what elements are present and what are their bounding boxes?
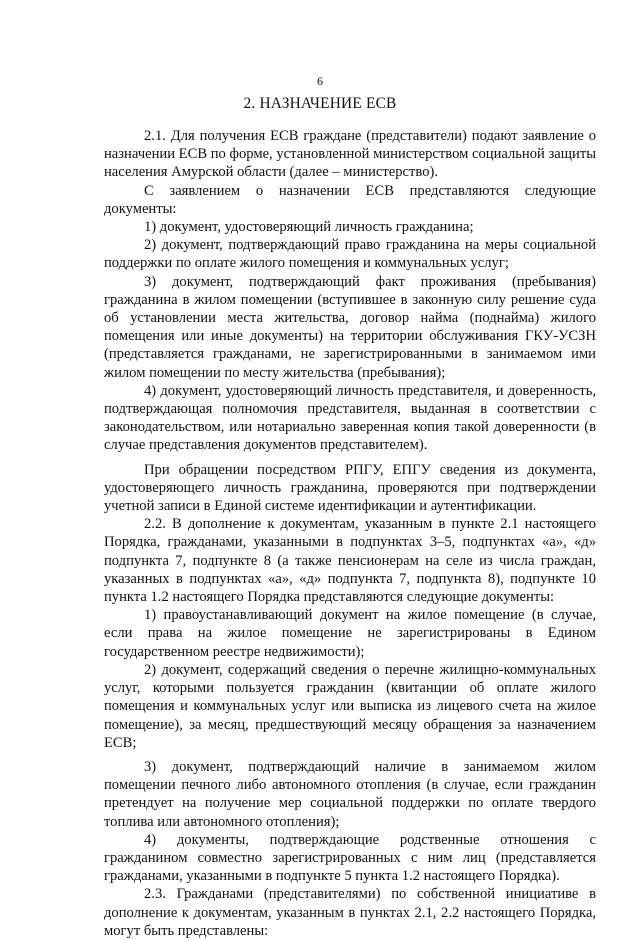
paragraph-documents-intro: С заявлением о назначении ЕСВ представляются следующие документы:	[104, 182, 596, 217]
list-item-2-1-2: 2) документ, подтверждающий право гражданина на меры социальной поддержки по оплате жилого помещения и коммунальных услуг;	[104, 237, 596, 272]
list-item-2-2-4: 4) документы, подтверждающие родственные отношения с гражданином совместно зарегистрированных с ним лиц (представляется гражданами, указанными в подпункте 5 пункта 1.2 настоящего Порядка).	[104, 831, 596, 885]
section-title: 2. НАЗНАЧЕНИЕ ЕСВ	[243, 95, 397, 112]
list-item-2-1-1: 1) документ, удостоверяющий личность гражданина;	[144, 219, 474, 236]
paragraph-epgu-note: При обращении посредством РПГУ, ЕПГУ сведения из документа, удостоверяющего личность гражданина, проверяются при подтверждении учетной записи в Единой системе идентификации и аутентификации.	[104, 461, 596, 515]
list-item-2-2-2: 2) документ, содержащий сведения о перечне жилищно-коммунальных услуг, которыми пользуется гражданин (квитанции об оплате жилого помещения и коммунальных услуг или выписка из лицевого счета на жилое помещение), за месяц, предшествующий месяцу обращения за назначением ЕСВ;	[104, 661, 596, 751]
list-item-2-2-1: 1) правоустанавливающий документ на жилое помещение (в случае, если права на жилое помещение не зарегистрированы в Едином государственном реестре недвижимости);	[104, 607, 596, 660]
body-text	[104, 127, 596, 940]
paragraph-2-2: 2.2. В дополнение к документам, указанным в пункте 2.1 настоящего Порядка, гражданами, указанными в подпунктах 3–5, подпунктах «а», «д» подпункта 7, подпункте 8 (а также пенсионерам на селе из числа граждан, указанных в подпунктах «а», «д» подпункта 7, подпункта 8), подпункте 10 пункта 1.2 настоящего Порядка представляются следующие документы:	[104, 516, 596, 606]
page-number: 6	[317, 74, 323, 88]
list-item-2-1-3: 3) документ, подтверждающий факт проживания (пребывания) гражданина в жилом помещении (вступившее в законную силу решение суда об установлении места жительства, договор найма (поднайма) жилого помещения или иные документы) на территории обслуживания ГКУ-УСЗН (представляется гражданами, не зарегистрированными в занимаемом ими жилом помещении по месту жительства (пребывания);	[104, 273, 596, 381]
paragraph-2-3: 2.3. Гражданами (представителями) по собственной инициативе в дополнение к документам, указанным в пунктах 2.1, 2.2 настоящего Порядка, могут быть представлены:	[104, 886, 596, 939]
list-item-2-2-3: 3) документ, подтверждающий наличие в занимаемом жилом помещении печного либо автономного отопления (в случае, если гражданин претендует на получение мер социальной поддержки по оплате твердого топлива или автономного отопления);	[104, 758, 596, 830]
list-item-2-1-4: 4) документ, удостоверяющий личность представителя, и доверенность, подтверждающая полномочия представителя, выданная в соответствии с законодательством, или нотариально заверенная копия такой доверенности (в случае представления документов представителем).	[104, 382, 596, 454]
paragraph-2-1: 2.1. Для получения ЕСВ граждане (представители) подают заявление о назначении ЕСВ по форме, установленной министерством социальной защиты населения Амурской области (далее – министерство).	[104, 128, 596, 181]
